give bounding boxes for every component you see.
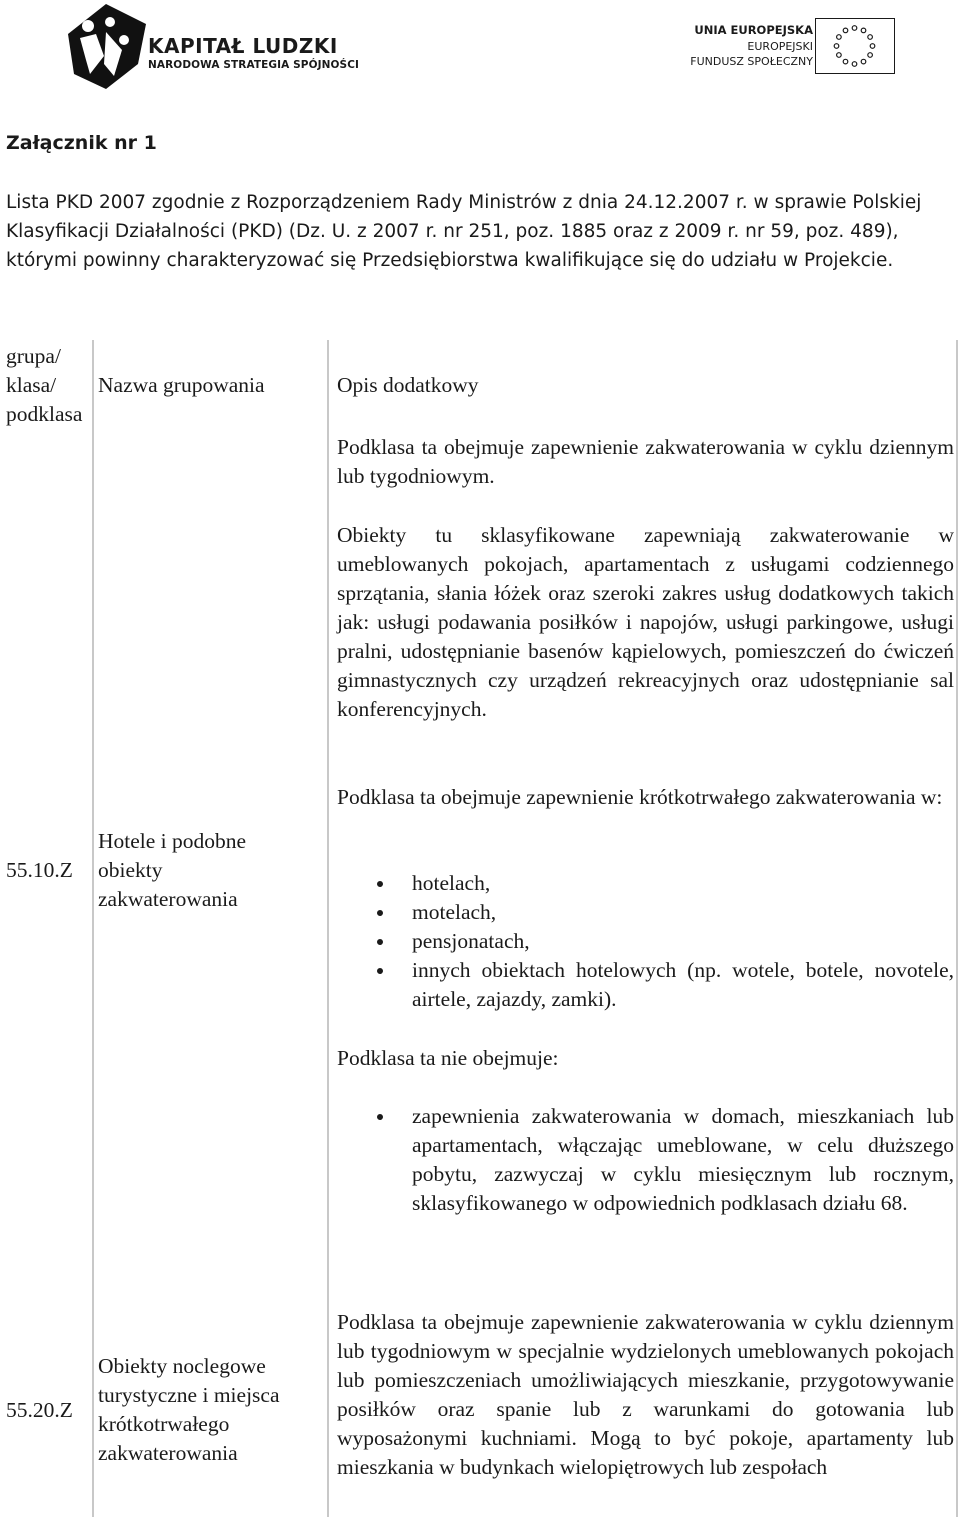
kapital-ludzki-logo <box>66 4 360 89</box>
row-code: 55.10.Z <box>6 858 73 882</box>
row-name <box>98 827 323 914</box>
list-item: pensjonatach, <box>412 927 954 956</box>
row-desc-paragraph: Podklasa ta obejmuje zapewnienie zakwaterowania w cyklu dziennym lub tygodniowym w specjalnie wydzielonych umeblowanych pokojach lub pomieszczeniach umożliwiających mieszkanie, przygotowywanie posiłków oraz spanie lub z warunkami do gotowania lub wyposażonymi kuchniami. Mogą to być pokoje, apartamenty lub mieszkania w budynkach wielopiętrowych lub zespołach <box>337 1310 954 1479</box>
table-divider <box>92 340 94 1517</box>
document-intro: Lista PKD 2007 zgodnie z Rozporządzeniem Rady Ministrów z dnia 24.12.2007 r. w sprawie Polskiej Klasyfikacji Działalności (PKD) (Dz. U. z 2007 r. nr 251, poz. 1885 oraz z 2009 r. nr 59, poz. 489), którymi powinny charakteryzować się Przedsiębiorstwa kwalifikujące się do udziału w Projekcie. <box>6 192 922 271</box>
table-divider <box>327 340 329 1517</box>
row-desc-paragraph: Podklasa ta nie obejmuje: <box>337 1046 559 1070</box>
row-name-line: Obiekty noclegowe <box>98 1354 266 1378</box>
row-name-line: turystyczne i miejsca <box>98 1383 280 1407</box>
kapital-ludzki-subtitle: NARODOWA STRATEGIA SPÓJNOŚCI <box>148 59 360 71</box>
list-item: motelach, <box>412 898 954 927</box>
table-divider <box>956 340 958 1517</box>
row-desc-paragraph: Obiekty tu sklasyfikowane zapewniają zakwaterowanie w umeblowanych pokojach, apartamentach z usługami codziennego sprzątania, słania łóżek oraz szeroki zakres usług dodatkowych takich jak: usługi podawania posiłków i napojów, usługi parkingowe, usługi pralni, udostępnianie basenów kąpielowych, pomieszczeń do ćwiczeń gimnastycznych czy urządzeń rekreacyjnych oraz udostępnianie sal konferencyjnych. <box>337 523 954 721</box>
header-name: Nazwa grupowania <box>98 373 265 397</box>
row-name-line: zakwaterowania <box>98 1441 238 1465</box>
excluded-list <box>412 1102 954 1218</box>
header-desc: Opis dodatkowy <box>337 373 479 397</box>
header-code-line: grupa/ <box>6 344 61 368</box>
row-name-line: Hotele i podobne <box>98 829 247 853</box>
list-item: zapewnienia zakwaterowania w domach, mieszkaniach lub apartamentach, włączając umeblowane, w celu dłuższego pobytu, zazwyczaj w cyklu miesięcznym lub rocznym, sklasyfikowanego w odpowiednich podklasach działu 68. <box>412 1102 954 1218</box>
eu-line-3: FUNDUSZ SPOŁECZNY <box>690 55 813 68</box>
pkd-table <box>0 340 958 1517</box>
row-desc-paragraph: Podklasa ta obejmuje zapewnienie krótkotrwałego zakwaterowania w: <box>337 785 943 809</box>
eu-flag-icon <box>815 18 895 74</box>
row-name-line: obiekty <box>98 858 163 882</box>
row-code: 55.20.Z <box>6 1398 73 1422</box>
row-name-line: krótkotrwałego <box>98 1412 230 1436</box>
kapital-ludzki-title: KAPITAŁ LUDZKI <box>148 34 338 58</box>
eu-line-1: UNIA EUROPEJSKA <box>694 23 813 37</box>
document-title: Załącznik nr 1 <box>6 132 157 154</box>
row-name <box>98 1352 323 1468</box>
header-code-line: klasa/ <box>6 373 57 397</box>
row-name-line: zakwaterowania <box>98 887 238 911</box>
header-code <box>6 342 92 429</box>
header-code-line: podklasa <box>6 402 83 426</box>
eu-line-2: EUROPEJSKI <box>747 40 813 53</box>
included-list <box>412 869 954 1014</box>
kapital-ludzki-emblem-icon <box>66 4 146 89</box>
list-item: innych obiektach hotelowych (np. wotele, botele, novotele, airtele, zajazdy, zamki). <box>412 956 954 1014</box>
row-desc-paragraph: Podklasa ta obejmuje zapewnienie zakwaterowania w cyklu dziennym lub tygodniowym. <box>337 435 954 488</box>
eu-logo <box>665 18 895 78</box>
list-item: hotelach, <box>412 869 954 898</box>
